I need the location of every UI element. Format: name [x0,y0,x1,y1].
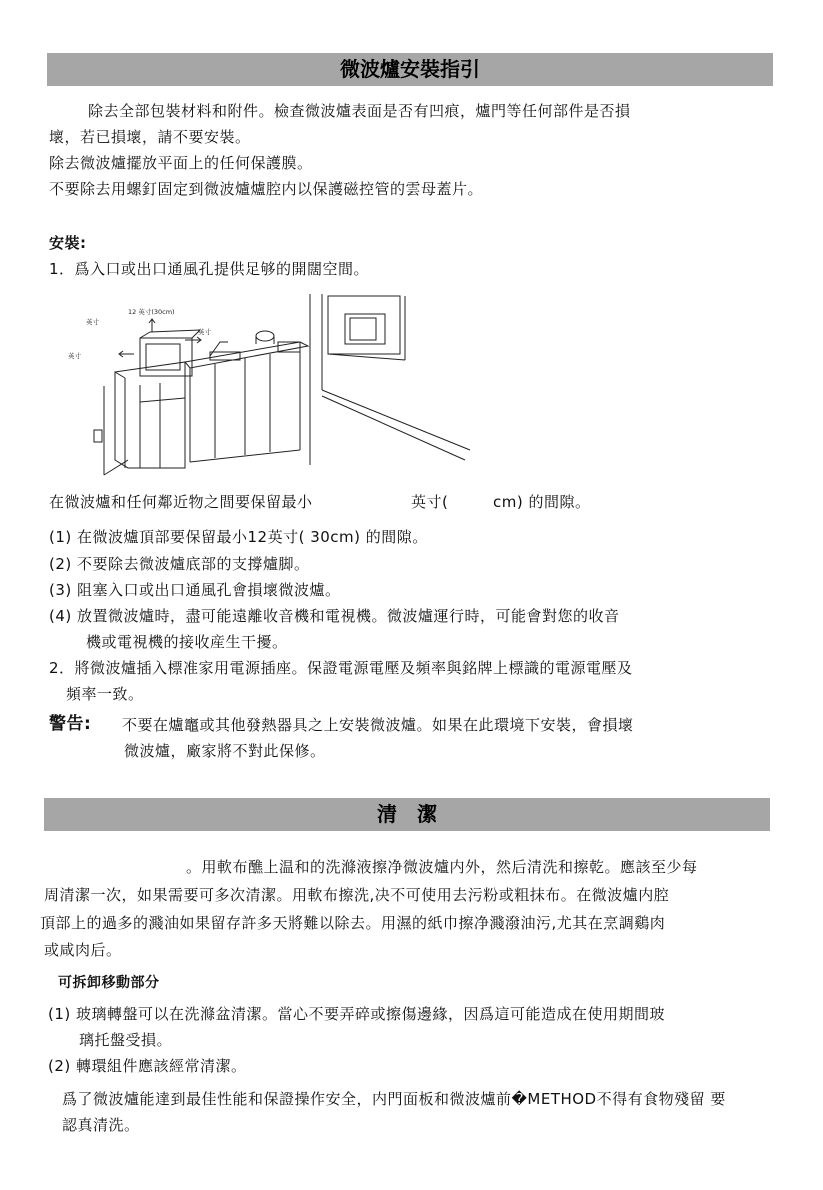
install-item-3: (3) 阻塞入口或出口通風孔會損壞微波爐。 [49,581,341,599]
install-step-1: 1．爲入口或出口通風孔提供足够的開闊空間。 [49,260,370,278]
warning-label: 警告: [49,714,92,734]
clean-title: 清 潔 [377,802,437,826]
clearance-text-a: 在微波爐和任何鄰近物之間要保留最小 [49,493,313,511]
clean-item-2: (2) 轉環組件應該經常清潔。 [48,1057,247,1075]
install-item-4b: 機或電視機的接收産生干擾。 [86,633,288,651]
install-step-2a: 2．將微波爐插入標准家用電源插座。保證電源電壓及頻率與銘牌上標識的電源電壓及 [49,659,633,677]
install-step-2b: 頻率一致。 [66,685,144,703]
diagram-label-top: 12 英寸(30cm) [128,308,175,316]
clean-item-1a: (1) 玻璃轉盤可以在洗滌盆清潔。當心不要弄碎或擦傷邊緣，因爲這可能造成在使用期間玻 [48,1005,666,1023]
clean-para-line-1: 。用軟布醮上温和的洗滌液擦净微波爐内外，然后清洗和擦乾。應該至少每 [186,858,698,876]
clean-final-a: 爲了微波爐能達到最佳性能和保證操作安全，内門面板和微波爐前�METHOD不得有食物殘留 要 [62,1090,726,1108]
diagram-label-inch-left: 英寸 [86,318,99,326]
intro-line-2: 除去微波爐擺放平面上的任何保護膜。 [49,154,313,172]
install-title: 微波爐安裝指引 [340,57,480,81]
install-title-bar [47,53,773,86]
removable-parts-heading: 可拆卸移動部分 [58,975,160,991]
clearance-text-b: 英寸( [411,493,449,511]
clean-para-line-2: 周清潔一次，如果需要可多次清潔。用軟布擦洗,决不可使用去污粉或粗抹布。在微波爐内腔 [44,886,670,904]
diagram-label-inch-right: 英寸 [198,328,211,336]
kitchen-installation-diagram [60,290,480,480]
clean-final-b: 認真清洗。 [62,1116,140,1134]
intro-line-1a: 除去全部包裝材料和附件。檢查微波爐表面是否有凹痕，爐門等任何部件是否損 [88,102,631,120]
warning-text-a: 不要在爐竈或其他發熱器具之上安裝微波爐。如果在此環境下安裝，會損壞 [122,716,634,734]
warning-text-b: 微波爐，廠家將不對此保修。 [124,742,326,760]
clean-title-bar [44,798,770,831]
clearance-text-c: cm) 的間隙。 [493,493,591,511]
install-item-1: (1) 在微波爐頂部要保留最小12英寸( 30cm) 的間隙。 [49,528,428,546]
clean-item-1b: 璃托盤受損。 [79,1031,173,1049]
install-item-2: (2) 不要除去微波爐底部的支撐爐脚。 [49,555,310,573]
clean-para-line-4: 或咸肉后。 [44,941,122,959]
install-heading: 安裝: [49,234,87,252]
intro-line-3: 不要除去用螺釘固定到微波爐爐腔内以保護磁控管的雲母蓋片。 [49,180,484,198]
diagram-label-inch-side: 英寸 [68,352,81,360]
clean-para-line-3: 頂部上的過多的濺油如果留存許多天將難以除去。用濕的紙巾擦净濺潑油污,尤其在烹調鷄肉 [40,914,666,932]
intro-line-1b: 壞，若已損壞，請不要安裝。 [49,128,251,146]
install-item-4a: (4) 放置微波爐時，盡可能遠離收音機和電視機。微波爐運行時，可能會對您的收音 [49,607,620,625]
